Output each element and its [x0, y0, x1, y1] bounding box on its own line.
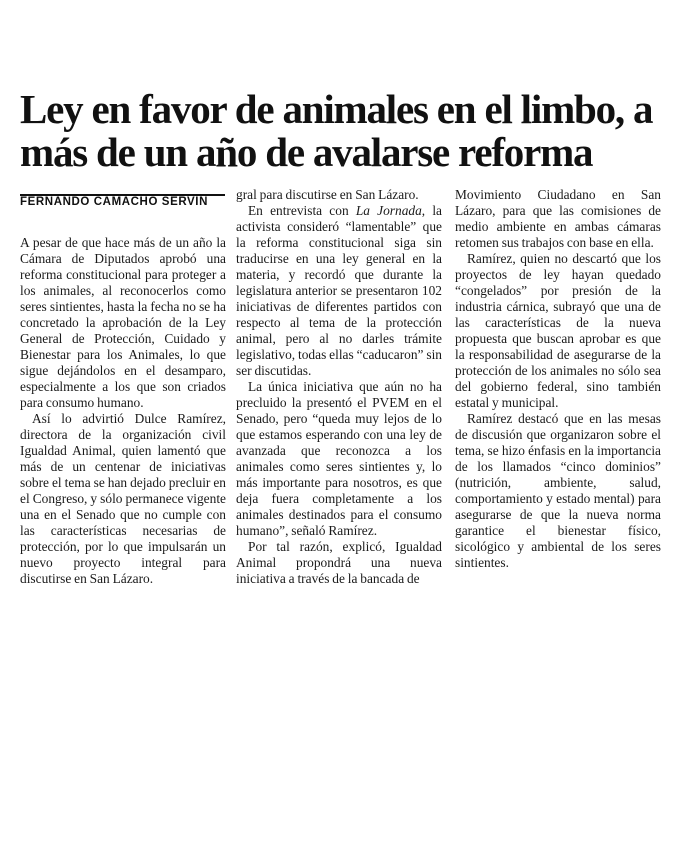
- paragraph: Así lo advirtió Dulce Ramírez, directora de la organización civil Igualdad Animal, quien lamentó que más de un centenar de iniciativas sobre el tema se han dejado precluir en el Congreso, y sólo permanece vigente una en el Senado que no cumple con las características necesarias de protección, por lo que impulsarán un nuevo proyecto integral para discutirse en San Lázaro.: [20, 411, 226, 586]
- text: En entrevista con: [248, 203, 356, 218]
- headline: Ley en favor de animales en el limbo, a más de un año de avalarse reforma: [20, 86, 653, 175]
- paragraph: Ramírez, quien no descartó que los proyectos de ley hayan quedado “congelados” por presión de la industria cárnica, subrayó que una de las características de la nueva propuesta que buscan aprobar es que la responsabilidad de asegurarse de la protección de los animales no sólo sea del gobierno federal, sino también estatal y municipal.: [455, 251, 661, 410]
- paragraph: Ramírez destacó que en las mesas de discusión que organizaron sobre el tema, se hizo énfasis en la importancia de los llamados “cinco dominios” (nutrición, ambiente, salud, comportamiento y estado mental) para asegurarse de que la nueva norma garantice el bienestar físico, sicológico y ambiental de los seres sintientes.: [455, 411, 661, 570]
- paragraph: Por tal razón, explicó, Igualdad Animal propondrá una nueva iniciativa a través de la bancada de: [236, 539, 442, 586]
- publication-name: La Jornada: [355, 203, 422, 218]
- paragraph: [236, 203, 442, 379]
- byline: FERNANDO CAMACHO SERVÍN: [20, 194, 225, 208]
- paragraph-continued: gral para discutirse en San Lázaro.: [236, 187, 419, 202]
- column-3: [455, 187, 661, 571]
- paragraph: A pesar de que hace más de un año la Cámara de Diputados aprobó una reforma constitucional para proteger a los animales, al reconocerlos como seres sintientes, hasta la fecha no se ha concretado la aprobación de la Ley General de Protección, Cuidado y Bienestar para los Animales, lo que sigue dejándolos en el desamparo, especialmente a los que son criados para consumo humano.: [20, 235, 226, 410]
- column-2: [236, 187, 442, 587]
- paragraph-continued: Movimiento Ciudadano en San Lázaro, para que las comisiones de medio ambiente en ambas cámaras retomen sus trabajos con base en ella.: [455, 187, 661, 250]
- column-1: [20, 235, 226, 587]
- paragraph: La única iniciativa que aún no ha precluido la presentó el PVEM en el Senado, pero “queda muy lejos de lo que estamos esperando con una ley de avanzada que reconozca a los animales como seres sintientes y, lo más importante para nosotros, es que deja fuera completamente a los animales destinados para el consumo humano”, señaló Ramírez.: [236, 379, 442, 538]
- text: , la activista consideró “lamentable” que la reforma constitucional siga sin traducirse en una ley general en la materia, y recordó que durante la legislatura anterior se presentaron 102 iniciativas de diferentes partidos con respecto al tema de la protección animal, pero al no darles trámite legislativo, todas ellas “caducaron” sin ser discutidas.: [236, 203, 442, 378]
